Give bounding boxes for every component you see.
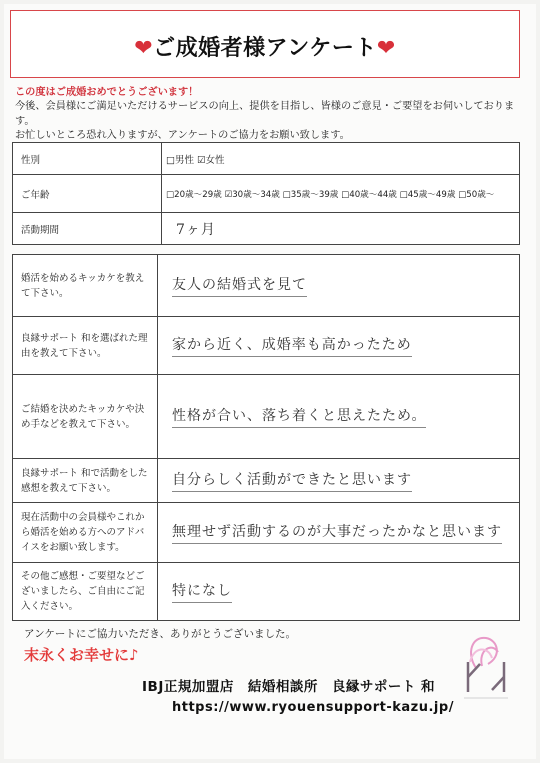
question-row [13, 375, 520, 459]
question-row [13, 317, 520, 375]
heart-icon: ❤ [134, 36, 154, 61]
answer-text: 性格が合い、落ち着くと思えたため。 [172, 405, 426, 428]
question-answer[interactable] [158, 255, 520, 317]
question-label: 良縁サポート 和を選ばれた理由を教えて下さい。 [13, 317, 158, 375]
age-option[interactable]: □40歳～44歳 [341, 189, 397, 200]
gender-label: 性別 [13, 143, 162, 175]
title-text: ご成婚者様アンケート [153, 36, 377, 61]
age-row [13, 175, 520, 213]
shop-name: IBJ正規加盟店 結婚相談所 良縁サポート 和 [142, 679, 436, 695]
period-label: 活動期間 [13, 213, 162, 245]
kazu-logo [458, 628, 514, 708]
heart-icon: ❤ [376, 36, 396, 61]
age-option[interactable]: □20歳～29歳 [166, 189, 222, 200]
question-row [13, 503, 520, 563]
answer-text: 友人の結婚式を見て [172, 274, 307, 297]
answer-text: 特になし [172, 580, 232, 603]
question-label: その他ご感想・ご要望などございましたら、ご自由にご記入ください。 [13, 563, 158, 621]
period-row [13, 213, 520, 245]
question-label: 現在活動中の会員様やこれから婚活を始める方へのアドバイスをお願い致します。 [13, 503, 158, 563]
questions-table [12, 254, 520, 621]
age-options [162, 175, 520, 213]
question-label: 良縁サポート 和で活動をした感想を教えて下さい。 [13, 459, 158, 503]
title-box [10, 10, 520, 78]
question-answer[interactable] [158, 459, 520, 503]
question-row [13, 459, 520, 503]
question-label: 婚活を始めるキッカケを教えて下さい。 [13, 255, 158, 317]
page-title [11, 31, 519, 62]
answer-text: 家から近く、成婚率も高かったため [172, 334, 412, 357]
question-row [13, 255, 520, 317]
answer-text: 自分らしく活動ができたと思います [172, 469, 412, 492]
thanks-text: アンケートにご協力いただき、ありがとうございました。 [24, 628, 296, 640]
gender-options [162, 143, 520, 175]
question-answer[interactable] [158, 375, 520, 459]
question-answer[interactable] [158, 503, 520, 563]
age-option[interactable]: □45歳～49歳 [399, 189, 456, 200]
age-option[interactable]: ☑30歳～34歳 [224, 189, 280, 200]
period-value[interactable]: 7ヶ月 [162, 213, 520, 245]
congrats-line: この度はご成婚おめでとうございます！ [15, 87, 199, 98]
wish-text: 末永くお幸せに♪ [24, 646, 139, 664]
question-answer[interactable] [158, 563, 520, 621]
question-answer[interactable] [158, 317, 520, 375]
gender-option-male[interactable]: □男性 [166, 154, 194, 166]
site-url[interactable]: https://www.ryouensupport-kazu.jp/ [172, 700, 454, 715]
gender-row [13, 143, 520, 175]
intro-line: 今後、会員様にご満足いただけるサービスの向上、提供を目指し、皆様のご意見・ご要望をお伺いしております。 [15, 101, 515, 127]
question-label: ご結婚を決めたキッカケや決め手などを教えて下さい。 [13, 375, 158, 459]
logo-ribbon-icon [470, 638, 498, 668]
gender-option-female[interactable]: ☑女性 [197, 154, 225, 166]
age-label: ご年齢 [13, 175, 162, 213]
age-option[interactable]: □35歳～39歳 [282, 189, 339, 200]
intro-line: お忙しいところ恐れ入りますが、アンケートのご協力をお願い致します。 [15, 130, 350, 142]
age-option[interactable]: □50歳～ [458, 189, 495, 200]
profile-table [12, 142, 520, 245]
question-row [13, 563, 520, 621]
answer-text: 無理せず活動するのが大事だったかなと思います [172, 521, 502, 544]
logo-k-icon [468, 662, 504, 692]
